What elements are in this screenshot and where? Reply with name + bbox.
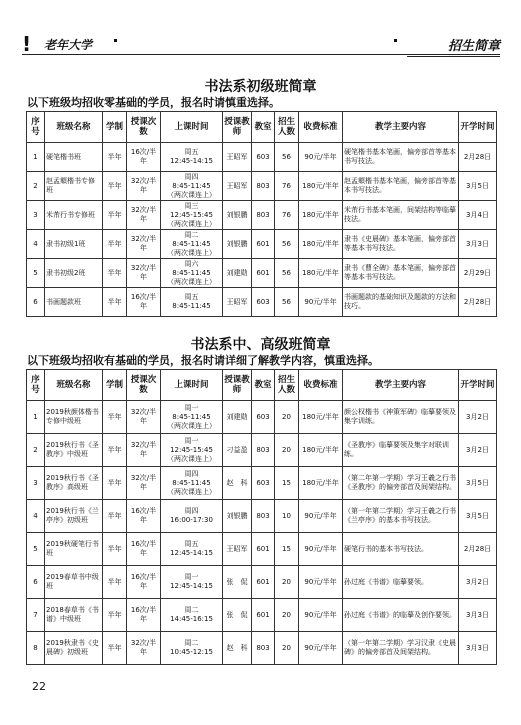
table-cell: 刘银鹏 [223,201,252,230]
table-cell: 90元/半年 [299,533,343,566]
page-header [22,34,500,56]
table-cell: 2019秋颜体楷书专修中级班 [45,401,103,434]
column-header: 授课次数 [127,112,161,143]
table-cell: 2月28日 [459,288,497,317]
table-cell: 16次/半年 [127,143,161,172]
table-cell: 1 [27,401,45,434]
table-cell: 3月2日 [459,434,497,467]
table-cell: 20 [275,599,299,632]
table-cell: 周六 8:45-11:45 （两次课连上） [161,259,223,288]
column-header: 教学主要内容 [343,112,459,143]
table-cell: 书画题款班 [45,288,103,317]
column-header: 开学时间 [459,112,497,143]
table-cell: 半年 [103,500,127,533]
table-header-row [27,112,497,143]
table-cell: 601 [252,230,275,259]
table-row [27,533,497,566]
table-cell: 5 [27,259,45,288]
table-cell: 803 [252,632,275,665]
table-cell: 90元/半年 [299,500,343,533]
table-row [27,259,497,288]
table-cell: 赵孟頫楷书基本笔画，偏旁部首等基本书写技法。 [343,172,459,201]
table-cell: （第一年第二学期）学习汉隶《史晨碑》的偏旁部首及间架结构。 [343,632,459,665]
table-cell: 2 [27,434,45,467]
table-cell: 隶书初级1班 [45,230,103,259]
table-cell: 颜公权楷书《神策军碑》临摹要领及集字训练。 [343,401,459,434]
table-cell: 2019秋行书《圣教序》高级班 [45,467,103,500]
table-cell: 4 [27,230,45,259]
table-cell: 周一 12:45-14:15 [161,566,223,599]
table-cell: 刘银鹏 [223,230,252,259]
table-cell: 半年 [103,533,127,566]
table-cell: 180元/半年 [299,259,343,288]
table-cell: 孙过庭《书谱》临摹要领。 [343,566,459,599]
table-cell: 周五 8:45-11:45 [161,288,223,317]
column-header: 开学时间 [459,370,497,401]
table-cell: 书画题款的基础知识及题款的方法和技巧。 [343,288,459,317]
table-cell: 16次/半年 [127,288,161,317]
table-cell: 20 [275,566,299,599]
table-cell: 赵孟頫楷书专修班 [45,172,103,201]
table-cell: 90元/半年 [299,632,343,665]
table-cell: 赵 科 [223,467,252,500]
table-cell: 20 [275,401,299,434]
table-cell: 隶书《曹全碑》基本笔画，偏旁部首等基本书写技法。 [343,259,459,288]
table-cell: 刘建勋 [223,259,252,288]
table-row [27,288,497,317]
table-cell: 周四 16:00-17:30 [161,500,223,533]
table-cell: 90元/半年 [299,566,343,599]
table-cell: 90元/半年 [299,143,343,172]
table-cell: 56 [275,288,299,317]
table-cell: 603 [252,288,275,317]
table-cell: 803 [252,500,275,533]
table-cell: 32次/半年 [127,401,161,434]
table-row [27,230,497,259]
column-header: 教学主要内容 [343,370,459,401]
table-cell: 隶书《史晨碑》基本笔画，偏旁部首等基本书写技法。 [343,230,459,259]
table-cell: （第二年第一学期）学习王羲之行书《圣教序》的偏旁部首及间架结构。 [343,467,459,500]
table-cell: 硬笔楷书班 [45,143,103,172]
table-cell: 半年 [103,599,127,632]
table-cell: 180元/半年 [299,201,343,230]
column-header: 序号 [27,370,45,401]
table-cell: 56 [275,143,299,172]
table-cell: 3 [27,467,45,500]
table-cell: 周二 14:45-16:15 [161,599,223,632]
table-cell: 2月29日 [459,259,497,288]
table-cell: 601 [252,566,275,599]
column-header: 班级名称 [45,112,103,143]
table-cell: 180元/半年 [299,401,343,434]
table-header-row [27,370,497,401]
table-row [27,500,497,533]
table-cell: 56 [275,259,299,288]
table-cell: 16次/半年 [127,500,161,533]
table-cell: 3月5日 [459,467,497,500]
table-cell: 7 [27,599,45,632]
section1-note: 以下班级均招收零基础的学员，报名时请慎重选择。 [27,96,280,109]
table-cell: 803 [252,201,275,230]
table-cell: 《圣教序》临摹要领及集字对联训练。 [343,434,459,467]
table-row [27,599,497,632]
table-cell: 3月3日 [459,599,497,632]
section2-note: 以下班级均招收有基础的学员，报名时请详细了解教学内容，慎重选择。 [27,354,379,367]
table-cell: 半年 [103,201,127,230]
table-cell: 1 [27,143,45,172]
table-cell: 2019春草书中级班 [45,566,103,599]
table-cell: 刘建勋 [223,401,252,434]
table-cell: 半年 [103,566,127,599]
section1-table [26,111,497,317]
table-cell: 周一 8:45-11:45 （两次课连上） [161,401,223,434]
column-header: 上课时间 [161,112,223,143]
table-cell: 孙过庭《书谱》的临摹及创作要领。 [343,599,459,632]
table-cell: 603 [252,467,275,500]
header-rule-double [407,56,500,57]
table-cell: 6 [27,288,45,317]
table-cell: 周三 12:45-15:45 （两次课连上） [161,201,223,230]
table-cell: 32次/半年 [127,632,161,665]
table-cell: 张 侃 [223,566,252,599]
table-cell: 603 [252,143,275,172]
table-cell: 32次/半年 [127,230,161,259]
section2-table [26,369,497,665]
table-cell: 周二 8:45-11:45 （两次课连上） [161,230,223,259]
table-cell: 半年 [103,467,127,500]
table-cell: 半年 [103,632,127,665]
column-header: 授课教师 [223,112,252,143]
column-header: 班级名称 [45,370,103,401]
table-row [27,632,497,665]
table-cell: 3月5日 [459,172,497,201]
table-cell: 601 [252,259,275,288]
table-cell: 3月3日 [459,632,497,665]
table-cell: 2 [27,172,45,201]
table-cell: 半年 [103,143,127,172]
table-cell: 王昭军 [223,172,252,201]
table-cell: 3月4日 [459,201,497,230]
table-cell: 周四 8:45-11:45 （两次课连上） [161,467,223,500]
bullet-square-icon [394,39,397,42]
page-number: 22 [32,680,46,693]
table-cell: 3月2日 [459,566,497,599]
table-cell: 赵 科 [223,632,252,665]
table-cell: 2018春草书《书谱》中级班 [45,599,103,632]
table-cell: 180元/半年 [299,172,343,201]
table-cell: 硬笔楷书基本笔画，偏旁部首等基本书写技法。 [343,143,459,172]
table-cell: 周二 10:45-12:15 [161,632,223,665]
table-cell: 硬笔行书的基本书写技法。 [343,533,459,566]
table-cell: 180元/半年 [299,467,343,500]
table-cell: 王昭军 [223,288,252,317]
table-cell: 半年 [103,434,127,467]
table-cell: 76 [275,172,299,201]
table-cell: 15 [275,467,299,500]
table-cell: 半年 [103,288,127,317]
table-cell: 2019秋行书《兰亭序》初级班 [45,500,103,533]
column-header: 收费标准 [299,112,343,143]
table-cell: 15 [275,533,299,566]
column-header: 教室 [252,112,275,143]
table-cell: 803 [252,172,275,201]
column-header: 学制 [103,112,127,143]
table-cell: 刁益盈 [223,434,252,467]
table-cell: 603 [252,401,275,434]
table-cell: 180元/半年 [299,434,343,467]
table-cell: 张 侃 [223,599,252,632]
table-cell: 2月28日 [459,143,497,172]
table-cell: 32次/半年 [127,259,161,288]
table-cell: 3月2日 [459,401,497,434]
table-cell: 32次/半年 [127,434,161,467]
bullet-square-icon [114,39,117,42]
table-cell: 601 [252,533,275,566]
table-cell: 王昭军 [223,143,252,172]
column-header: 学制 [103,370,127,401]
table-cell: 刘银鹏 [223,500,252,533]
table-cell: 2019秋行书《圣教序》中级班 [45,434,103,467]
table-cell: 半年 [103,259,127,288]
table-cell: 2019秋硬笔行书班 [45,533,103,566]
table-cell: 周五 12:45-14:15 [161,143,223,172]
column-header: 授课教师 [223,370,252,401]
column-header: 招生人数 [275,112,299,143]
table-cell: 20 [275,434,299,467]
table-row [27,467,497,500]
table-cell: 90元/半年 [299,288,343,317]
table-row [27,201,497,230]
table-cell: （第一年第二学期）学习王羲之行书《兰亭序》的基本书写技法。 [343,500,459,533]
table-cell: 32次/半年 [127,467,161,500]
table-row [27,143,497,172]
table-cell: 2月28日 [459,533,497,566]
column-header: 招生人数 [275,370,299,401]
table-cell: 32次/半年 [127,201,161,230]
column-header: 授课次数 [127,370,161,401]
table-cell: 王昭军 [223,533,252,566]
table-row [27,401,497,434]
table-cell: 8 [27,632,45,665]
table-cell: 周五 12:45-14:15 [161,533,223,566]
table-cell: 5 [27,533,45,566]
table-cell: 3月5日 [459,500,497,533]
exclamation-mark-icon: ! [22,32,32,56]
table-cell: 3月3日 [459,230,497,259]
table-cell: 3 [27,201,45,230]
column-header: 上课时间 [161,370,223,401]
column-header: 教室 [252,370,275,401]
table-cell: 180元/半年 [299,230,343,259]
section2-title: 书法系中、高级班简章 [190,337,331,353]
table-cell: 601 [252,599,275,632]
table-cell: 20 [275,632,299,665]
table-cell: 隶书初级2班 [45,259,103,288]
table-cell: 半年 [103,172,127,201]
table-cell: 16次/半年 [127,533,161,566]
section1-title: 书法系初级班简章 [204,79,317,95]
table-cell: 周四 8:45-11:45 （两次课连上） [161,172,223,201]
table-row [27,172,497,201]
table-cell: 米芾行书基本笔画，间架结构等临摹技法。 [343,201,459,230]
table-cell: 米芾行书专修班 [45,201,103,230]
table-cell: 2019秋隶书《史晨碑》初级班 [45,632,103,665]
column-header: 序号 [27,112,45,143]
table-cell: 76 [275,201,299,230]
table-cell: 16次/半年 [127,566,161,599]
column-header: 收费标准 [299,370,343,401]
header-right-title: 招生简章 [447,39,500,54]
table-cell: 803 [252,434,275,467]
table-cell: 半年 [103,401,127,434]
table-cell: 4 [27,500,45,533]
table-cell: 10 [275,500,299,533]
header-rule [22,54,500,55]
table-cell: 90元/半年 [299,599,343,632]
table-row [27,566,497,599]
header-left-title: 老年大学 [44,38,93,52]
table-cell: 16次/半年 [127,599,161,632]
table-cell: 半年 [103,230,127,259]
table-row [27,434,497,467]
table-cell: 周一 12:45-15:45 （两次课连上） [161,434,223,467]
table-cell: 32次/半年 [127,172,161,201]
table-cell: 56 [275,230,299,259]
table-cell: 6 [27,566,45,599]
